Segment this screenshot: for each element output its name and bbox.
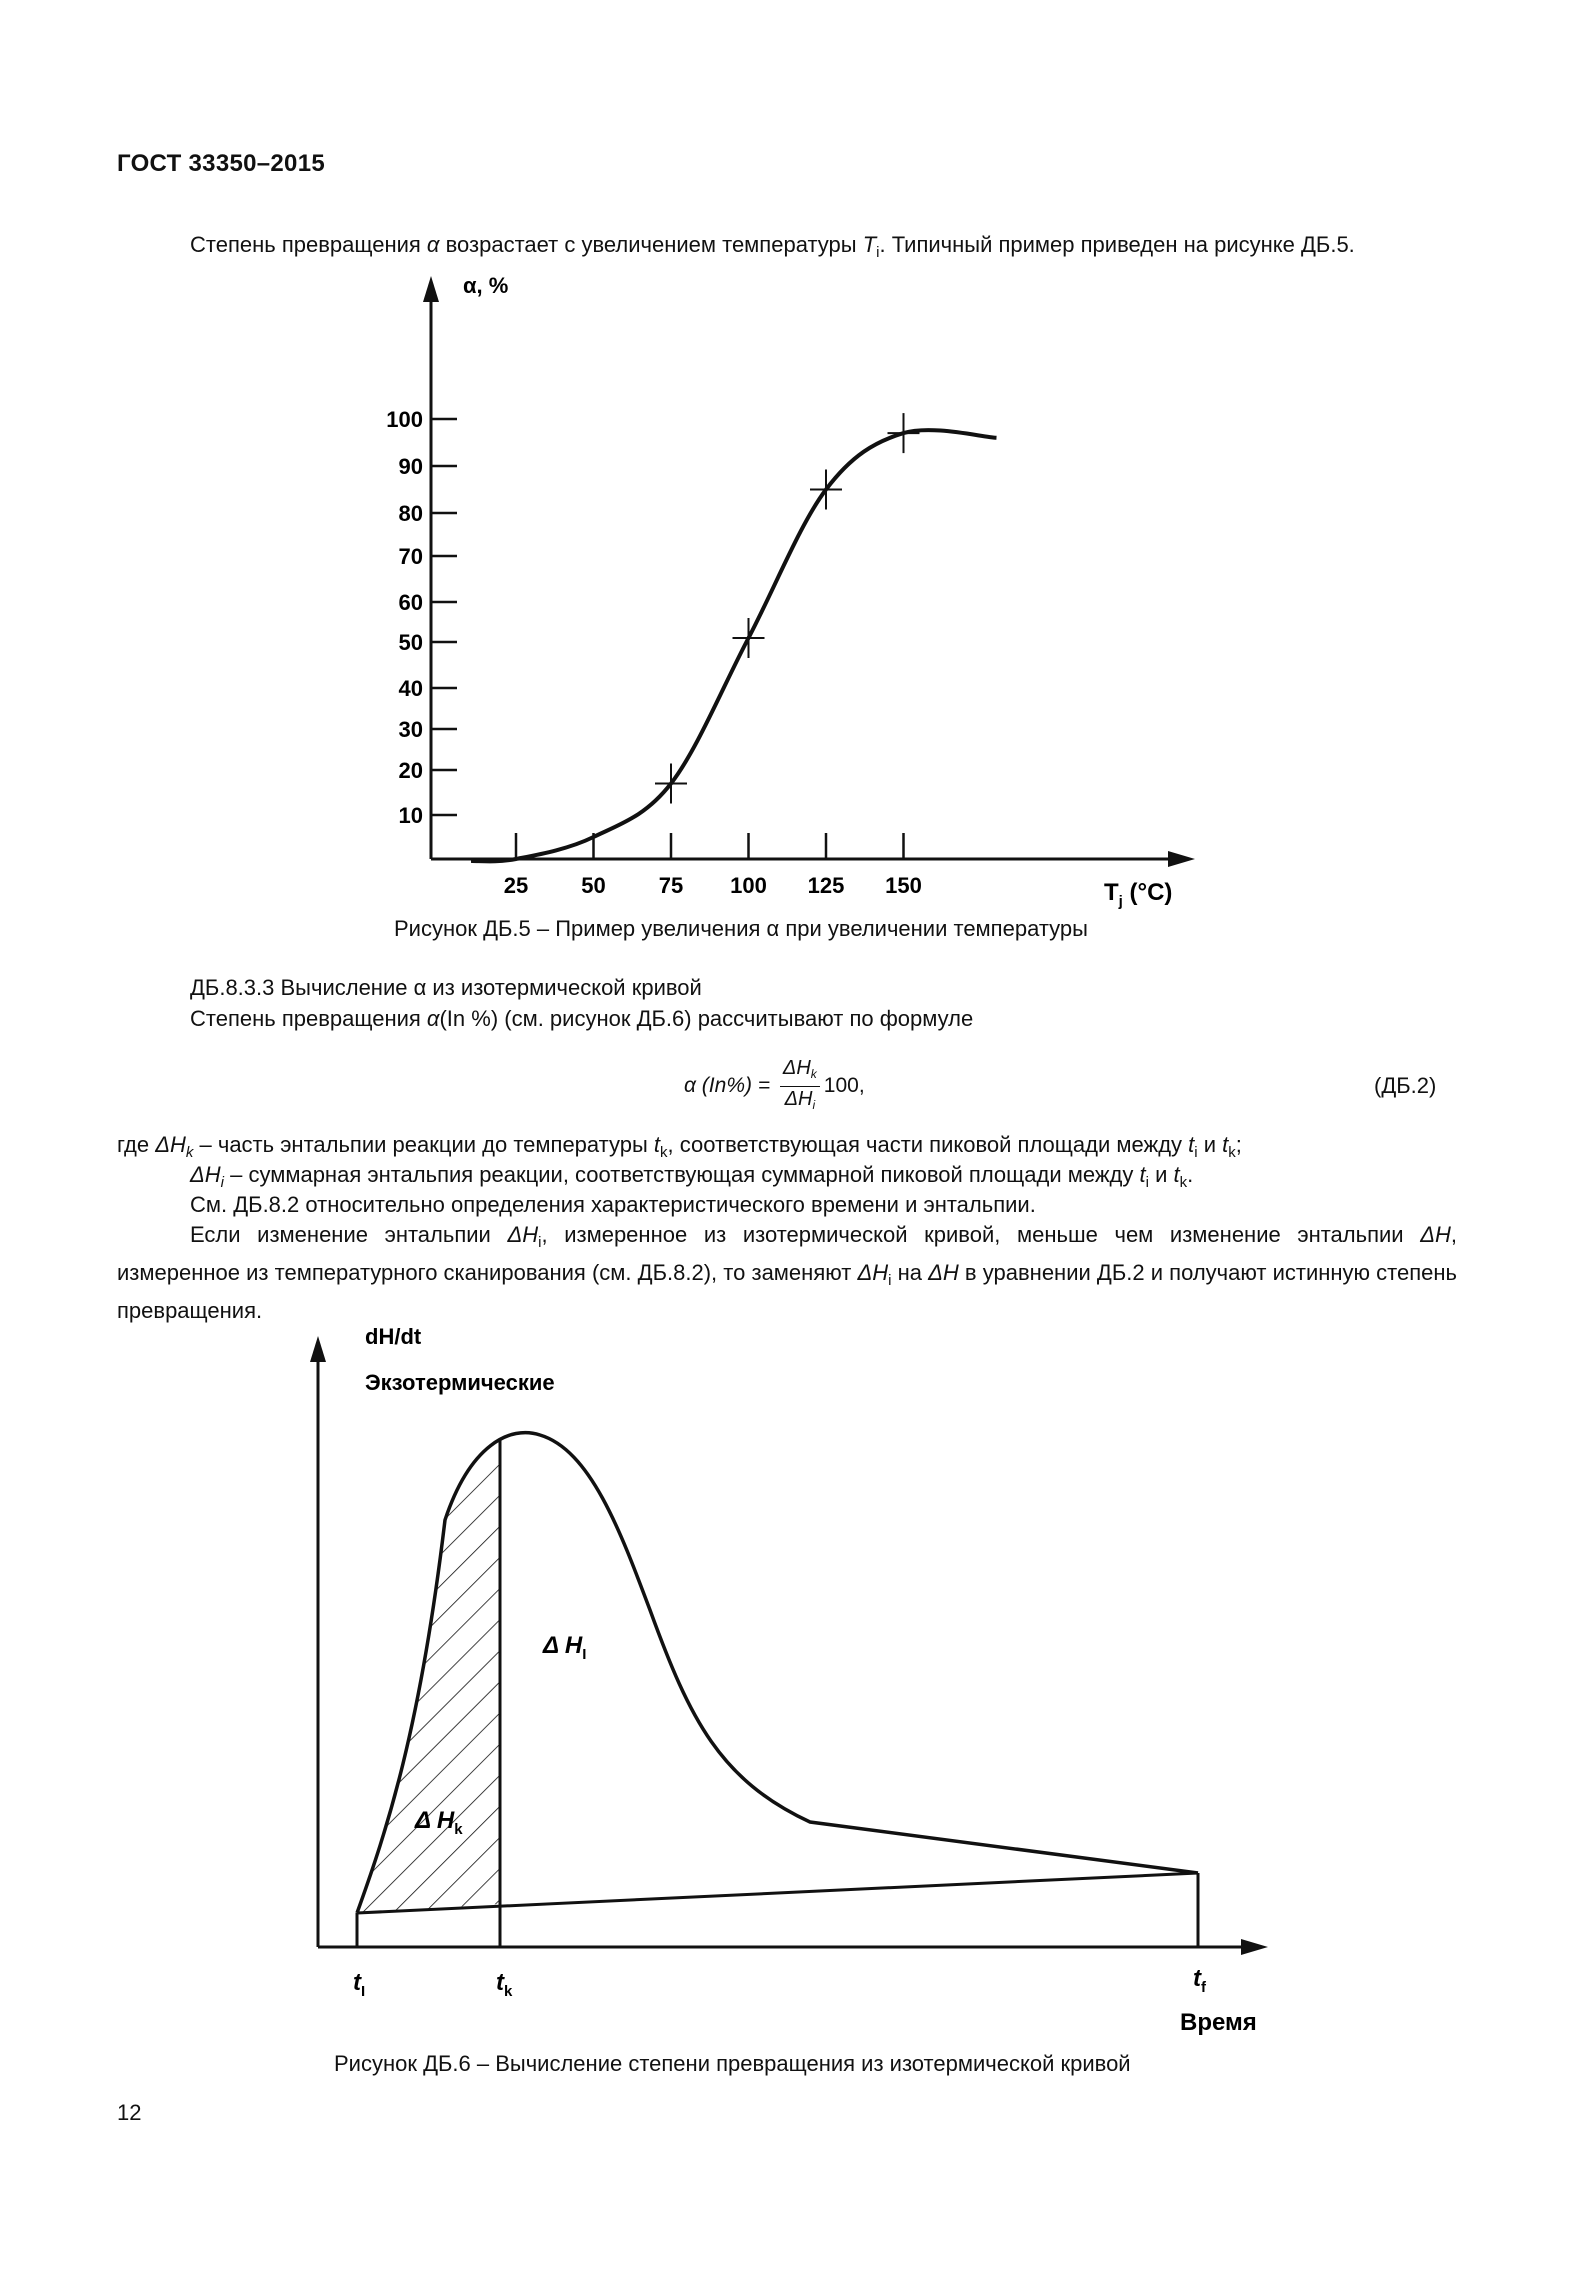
alpha-curve (471, 430, 997, 861)
x-axis-2-arrow (1241, 1939, 1268, 1955)
y-tick-label: 10 (398, 803, 423, 828)
tick-tf: $t_f$ (1193, 1965, 1206, 1996)
x-tick-label: 150 (885, 873, 922, 898)
x-axis-2-label: Время (1180, 2009, 1257, 2036)
y-tick-label: 60 (398, 590, 423, 615)
data-point-marker (888, 413, 920, 453)
section-line-2-alpha: α (426, 1006, 440, 1031)
y-tick-label: 40 (398, 676, 423, 701)
y-tick-label: 70 (398, 544, 423, 569)
tick-ti: $t_I$ (353, 1969, 366, 2000)
intro-t: T (862, 232, 877, 257)
y-tick-label: 50 (398, 630, 423, 655)
x-ticks (504, 833, 922, 898)
formula-numerator: $\Delta H_k$ (780, 1056, 820, 1087)
x-tick-label: 25 (503, 873, 529, 898)
intro-text-2: возрастает с увеличением температуры (439, 232, 863, 257)
tick-tk: $t_k$ (496, 1969, 513, 2000)
where-line-1: где $\Delta H_k$ – часть энтальпии реакции до температуры $t_k$, соответствующая части пиковой площади между $t_i$ и $t_k$; (117, 1132, 1242, 1161)
intro-t-sub: i (876, 244, 880, 261)
document-header: ГОСТ 33350–2015 (117, 150, 325, 177)
chart-alpha-vs-temperature (0, 260, 1575, 940)
x-axis-arrow (1168, 851, 1195, 867)
y-tick-label: 100 (386, 407, 423, 432)
intro-alpha: α (426, 232, 440, 257)
section-line-2-a: Степень превращения (190, 1006, 427, 1031)
formula-number: (ДБ.2) (1374, 1073, 1437, 1098)
x-axis-label: $T_j$ (°C) (1104, 879, 1173, 910)
x-tick-label: 100 (730, 873, 767, 898)
y-tick-label: 80 (398, 501, 423, 526)
y-axis-2-arrow (310, 1336, 326, 1362)
intro-text-3: . Типичный пример приведен на рисунке ДБ.5. (879, 232, 1355, 257)
page-number: 12 (117, 2100, 142, 2125)
y-tick-label: 20 (398, 758, 423, 783)
section-line-2 (190, 1004, 973, 1034)
y-axis-2-label: dH/dt (365, 1324, 422, 1349)
where-paragraph: Если изменение энтальпии $\Delta H_i$, измеренное из изотермической кривой, меньше чем изменение энтальпии ΔH, измеренное из температурного сканирования (см. ДБ.8.2), то заменяют $\Delta H_i$ на ΔH в уравнении ДБ.2 и получают истинную степень превращения. (117, 1222, 1458, 1323)
formula-fraction (780, 1056, 820, 1117)
formula-lhs: α (In%) = (684, 1074, 776, 1098)
section-title: ДБ.8.3.3 Вычисление α из изотермической кривой (190, 975, 702, 1000)
x-tick-label: 125 (807, 873, 845, 898)
y-axis-label: α, % (463, 273, 509, 298)
data-point-marker (733, 618, 765, 658)
dHk-label: Δ $H_k$ (415, 1807, 463, 1838)
formula-denominator: $\Delta H_i$ (784, 1088, 816, 1112)
intro-text-1: Степень превращения (190, 232, 427, 257)
where-line-3: См. ДБ.8.2 относительно определения характеристического времени и энтальпии. (190, 1192, 1036, 1217)
y-tick-label: 90 (398, 454, 423, 479)
formula (684, 1056, 865, 1117)
y-axis-arrow (423, 276, 439, 302)
y-ticks (386, 407, 457, 828)
section-line-2-b: (In %) (см. рисунок ДБ.6) рассчитывают по формуле (439, 1006, 974, 1031)
y-tick-label: 30 (398, 717, 423, 742)
where-line-2: $\Delta H_i$ – суммарная энтальпия реакции, соответствующая суммарной пиковой площади между $t_i$ и $t_k$. (190, 1162, 1194, 1191)
figure-db6-caption: Рисунок ДБ.6 – Вычисление степени превращения из изотермической кривой (334, 2051, 1131, 2076)
formula-tail: 100, (823, 1074, 865, 1098)
chart-isothermal-curve (0, 1310, 1575, 2050)
hatched-area-dHk (357, 1440, 500, 1913)
exothermic-label: Экзотермические (365, 1370, 555, 1395)
x-tick-label: 75 (658, 873, 684, 898)
dHi-label: Δ $H_I$ (543, 1632, 587, 1663)
figure-db5-caption: Рисунок ДБ.5 – Пример увеличения α при увеличении температуры (394, 916, 1088, 941)
x-tick-label: 50 (581, 873, 606, 898)
